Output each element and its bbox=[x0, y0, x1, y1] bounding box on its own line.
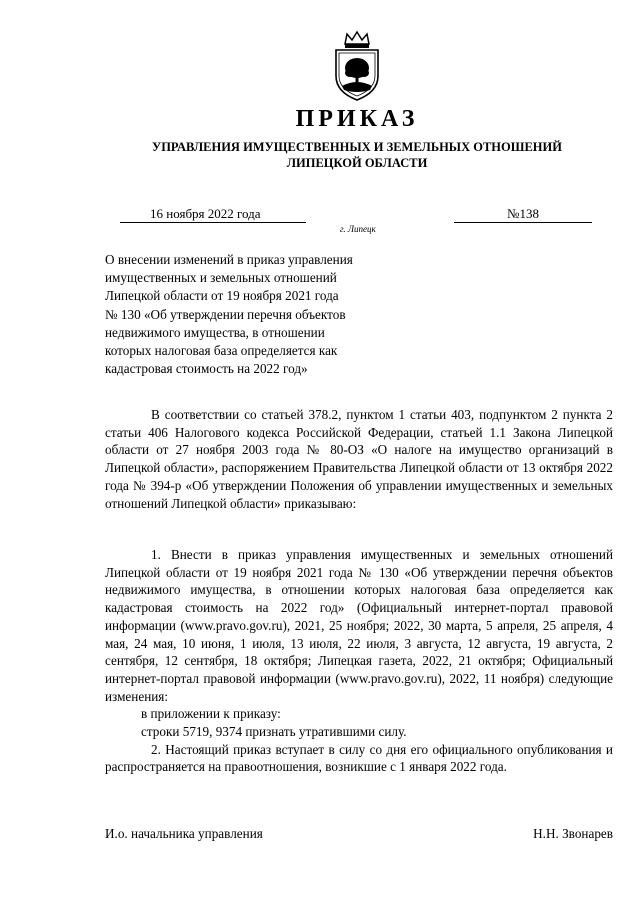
preamble bbox=[105, 406, 613, 512]
item-2-paragraph: 2. Настоящий приказ вступает в силу со дня его официального опубликования и распространяется на правоотношения, возникшие с 1 января 2022 года. bbox=[105, 741, 613, 775]
organization-name-line-2: ЛИПЕЦКОЙ ОБЛАСТИ bbox=[286, 156, 428, 170]
item-1-subpoint-1: в приложении к приказу: bbox=[141, 706, 281, 722]
subject-line: № 130 «Об утверждении перечня объектов bbox=[105, 306, 346, 322]
subject-line: которых налоговая база определяется как bbox=[105, 343, 338, 359]
signatory-position: И.о. начальника управления bbox=[105, 826, 263, 841]
preamble-paragraph: В соответствии со статьей 378.2, пунктом 1 статьи 403, подпунктом 2 пункта 2 статьи 406 Налогового кодекса Российской Федерации, статьей 1.1 Закона Липецкой области от 27 ноября 2003 года № 80-ОЗ «О налоге на имущество организаций в Липецкой области», распоряжением Правительства Липецкой области от 13 октября 2022 года № 394-р «Об утверждении Положения об управлении имущественных и земельных отношений Липецкой области» приказываю: bbox=[105, 407, 613, 511]
signature-block bbox=[105, 826, 613, 842]
subject-line: недвижимого имущества, в отношении bbox=[105, 324, 325, 340]
item-1-paragraph: 1. Внести в приказ управления имущественных и земельных отношений Липецкой области от 19 ноября 2021 года № 130 «Об утверждении перечня объектов недвижимого имущества, в отношении которых налоговая база определяется как кадастровая стоимость на 2022 год» (Официальный интернет-портал правовой информации (www.pravo.gov.ru), 2021, 25 ноября; 2022, 30 марта, 5 апреля, 25 апреля, 4 мая, 24 мая, 10 июня, 1 июля, 13 июля, 22 июля, 3 августа, 12 августа, 19 августа, 2 сентября, 12 сентября, 18 октября; Липецкая газета, 2022, 21 октября; Официальный интернет-портал правовой информации (www.pravo.gov.ru), 2022, 11 ноября) следующие изменения: bbox=[105, 547, 613, 704]
subject-line: О внесении изменений в приказ управления bbox=[105, 252, 353, 267]
organization-name-line-1: УПРАВЛЕНИЯ ИМУЩЕСТВЕННЫХ И ЗЕМЕЛЬНЫХ ОТНОШЕНИЙ bbox=[152, 140, 562, 154]
lipetsk-coat-of-arms-icon bbox=[330, 30, 384, 102]
order-date bbox=[120, 206, 306, 223]
order-number bbox=[454, 206, 592, 223]
document-title: ПРИКАЗ bbox=[295, 106, 419, 132]
order-number-text: №138 bbox=[507, 206, 539, 221]
order-subject bbox=[105, 251, 405, 378]
order-place: г. Липецк bbox=[340, 224, 376, 234]
item-1-subpoint-2: строки 5719, 9374 признать утратившими силу. bbox=[141, 724, 407, 740]
order-date-text: 16 ноября 2022 года bbox=[150, 206, 261, 221]
subject-line: Липецкой области от 19 ноября 2021 года bbox=[105, 288, 339, 304]
subject-line: кадастровая стоимость на 2022 год» bbox=[105, 361, 308, 377]
subject-line: имущественных и земельных отношений bbox=[105, 270, 337, 286]
signatory-name: Н.Н. Звонарев bbox=[533, 826, 613, 841]
order-items bbox=[105, 546, 613, 776]
